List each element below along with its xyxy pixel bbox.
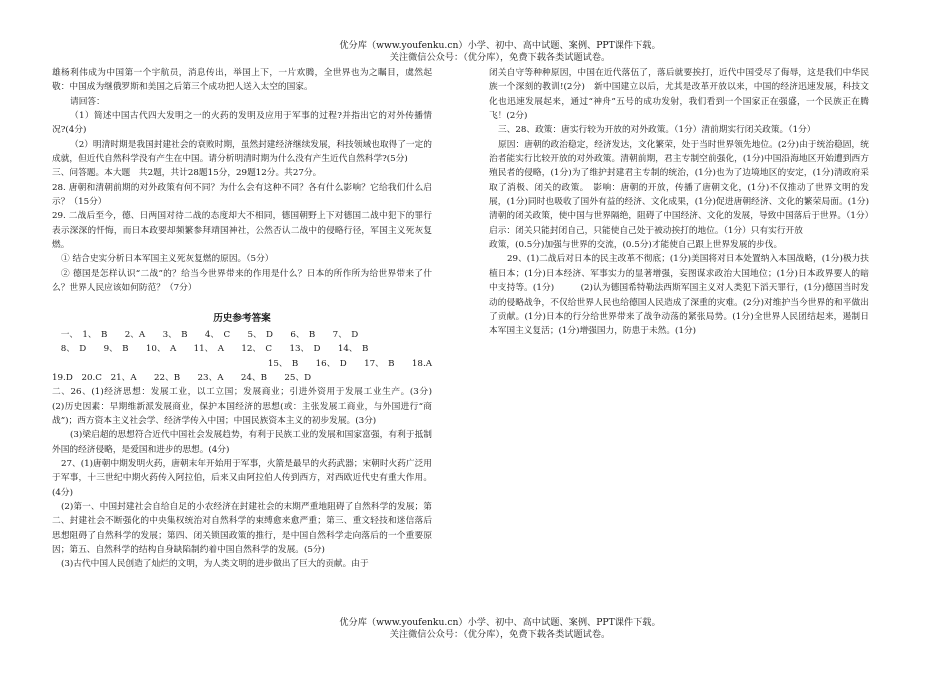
footer-line-2: 关注微信公众号：（优分库），免费下载各类试题试卷。 (389, 629, 611, 640)
question-part-1: （1）简述中国古代四大发明之一的火药的发明及应用于军事的过程?并指出它的对外传播情况?(4分) (52, 111, 432, 136)
question-29-part-1: ① 结合史实分析日本军国主义死灰复燃的原因。（5分） (61, 254, 274, 265)
please-answer-label: 请回答： (70, 96, 105, 107)
answers-title: 历史参考答案 (213, 312, 271, 324)
header-line-2: 关注微信公众号：（优分库），免费下载各类试题试卷。 (389, 52, 611, 63)
answer-row-4: 19.D 20.C 21、A 22、B 23、A 24、B 25、D (52, 372, 312, 383)
answer-28-conclusion: 政策，(0.5分)加强与世界的交流，(0.5分)才能使自己跟上世界发展的步伐。 (489, 240, 783, 251)
section-3-heading: 三、问答题。本大题 共2题，共计28题15分，29题12分。共27分。 (52, 168, 322, 179)
question-part-2: （2）明清时期是我国封建社会的衰败时期，虽然封建经济继续发展，科技领域也取得了一定的成就，但近代自然科学没有产生在中国。请分析明清时期为什么没有产生近代自然科学?(5分) (52, 139, 432, 165)
question-28: 28. 唐朝和清朝前期的对外政策有何不同？为什么会有这种不同？各有什么影响？它给我们什么启示？（15分） (52, 182, 432, 208)
story-continuation: 雄杨利伟成为中国第一个宇航员，消息传出，举国上下，一片欢腾，全世界也为之瞩目，虞然起敬：中国成为继俄罗斯和美国之后第三个成功把人送入太空的国家。 (52, 68, 432, 93)
question-29-part-2: ② 德国是怎样认识“二战”的？给当今世界带来的作用是什么？日本的所作所为给世界带来了什么？世界人民应该如何防范？（7分） (52, 268, 432, 294)
answer-27-part-1: 27、(1)唐朝中期发明火药，唐朝末年开始用于军事，火箭是最早的火药武器；宋朝时火药广泛用于军事，十三世纪中期火药传入阿拉伯，后来又由阿拉伯人传到西方，对西欧近代史有重大作用。(4分) (52, 458, 432, 498)
question-29: 29. 二战后至今，德、日两国对待二战的态度却大不相同，德国朝野上下对德国二战中犯下的罪行表示深深的忏悔，而日本政要却频繁参拜靖国神社，公然否认二战中的侵略行径，军国主义死灰复燃。 (52, 211, 432, 251)
answer-28-policy: 三、28、政策：唐实行较为开放的对外政策。（1分）清前期实行闭关政策。（1分） (498, 125, 816, 136)
answer-26: 二、26、(1)经济思想：发展工业，以工立国；发展商业；引进外资用于发展工业生产。(3分) (2)历史因素：早期维新派发展商业，保护本国经济的思想(或：主张发展工商业，与外国进行“商战”)；西方资本主义社会学、经济学传入中国；中国民族资本主义的初步发展。(3分) (52, 387, 450, 426)
answer-26-part-3: (3)梁启超的思想符合近代中国社会发展趋势，有利于民族工业的发展和国家富强，有利于抵制外国的经济侵略，是爱国和进步的思想。(4分) (52, 430, 432, 455)
footer-line-1: 优分库（www.youfenku.cn）小学、初中、高中试题、案例、PPT课件下载。 (339, 617, 661, 628)
answer-29: 29、(1)二战后对日本的民主改革不彻底；(1分)美国将对日本处置纳入本国战略，(1分)极力扶植日本；(1分)日本经济、军事实力的显著增强，妄图谋求政治大国地位；(1分)日本政界要人的暗中支持等。(1分) (2)认为德国希特勒法西斯军国主义对人类犯下滔天罪行，(1分)德国当时发动的侵略战争，不仅给世界人民也给德国人民造成了深重的灾难。(2分)对维护当今世界的和平做出了贡献。(1分)日本的行分给世界带来了战争动荡的紧张局势。(1分)全世界人民团结起来，遏制日本军国主义复活；(1分)增强国力，防患于未然。(1分) (489, 254, 869, 337)
header-line-1: 优分库（www.youfenku.cn）小学、初中、高中试题、案例、PPT课件下载。 (339, 40, 661, 51)
answer-27-part-3: (3)古代中国人民创造了灿烂的文明，为人类文明的进步做出了巨大的贡献。由于 (61, 559, 369, 570)
page-footer (250, 617, 750, 641)
page-header (250, 40, 750, 64)
answer-row-2: 8、 D 9、 B 10、 A 11、 A 12、 C 13、 D 14、 B (52, 344, 369, 355)
answer-row-1: 一、 1、 B 2、A 3、 B 4、 C 5、 D 6、 B 7、 D (52, 329, 359, 340)
answer-27-continuation: 闭关自守等种种原因，中国在近代落伍了，落后就要挨打，近代中国受尽了侮辱，这是我们中华民族一个深刻的教训!(2分) 新中国建立以后，尤其是改革开放以来，中国的经济迅速发展，科技文化也迅速发展起来，通过“神舟”五号的成功发射，我们看到一个国家正在强盛，一个民族正在腾飞！(2分) (489, 68, 869, 122)
right-column (489, 66, 878, 339)
answer-28-reasons: 原因：唐朝的政治稳定，经济发达，文化繁荣，处于当时世界领先地位。(2分)由于统治稳固，统治者能实行比较开放的对外政策。清朝前期，君主专制空前强化，(1分)中国沿海地区开始遭到西方殖民者的侵略，(1分)为了维护封建君主专制的统治，(1分)也为了边境地区的安定，(1分)清政府采取了消极、闭关的政策。 影响：唐朝的开放，传播了唐朝文化，(1分)不仅推动了世界文明的发展，(1分)同时也吸收了国外有益的经济、文化成果，(1分)促进唐朝经济、文化的繁荣局面。(1分)清朝的闭关政策，使中国与世界隔绝，阻碍了中国经济、文化的发展，导致中国落后于世界。（1分） 启示：闭关只能封闭自己，只能使自己处于被动挨打的地位。（1分）只有实行开放 (489, 139, 878, 236)
answer-row-3: 15、 B 16、 D 17、 B 18.A (259, 358, 432, 369)
answer-27-part-2: (2)第一、中国封建社会自给自足的小农经济在封建社会的末期严重地阻碍了自然科学的发展；第二、封建社会不断强化的中央集权统治对自然科学的束缚愈来愈严重；第三、重文轻技和迷信落后思想阻碍了自然科学的发展；第四、闭关锁国政策的推行，是中国自然科学走向落后的一个重要原因；第五、自然科学的结构自身缺陷制约着中国自然科学的发展。(5分) (52, 501, 432, 555)
left-column (52, 66, 450, 572)
